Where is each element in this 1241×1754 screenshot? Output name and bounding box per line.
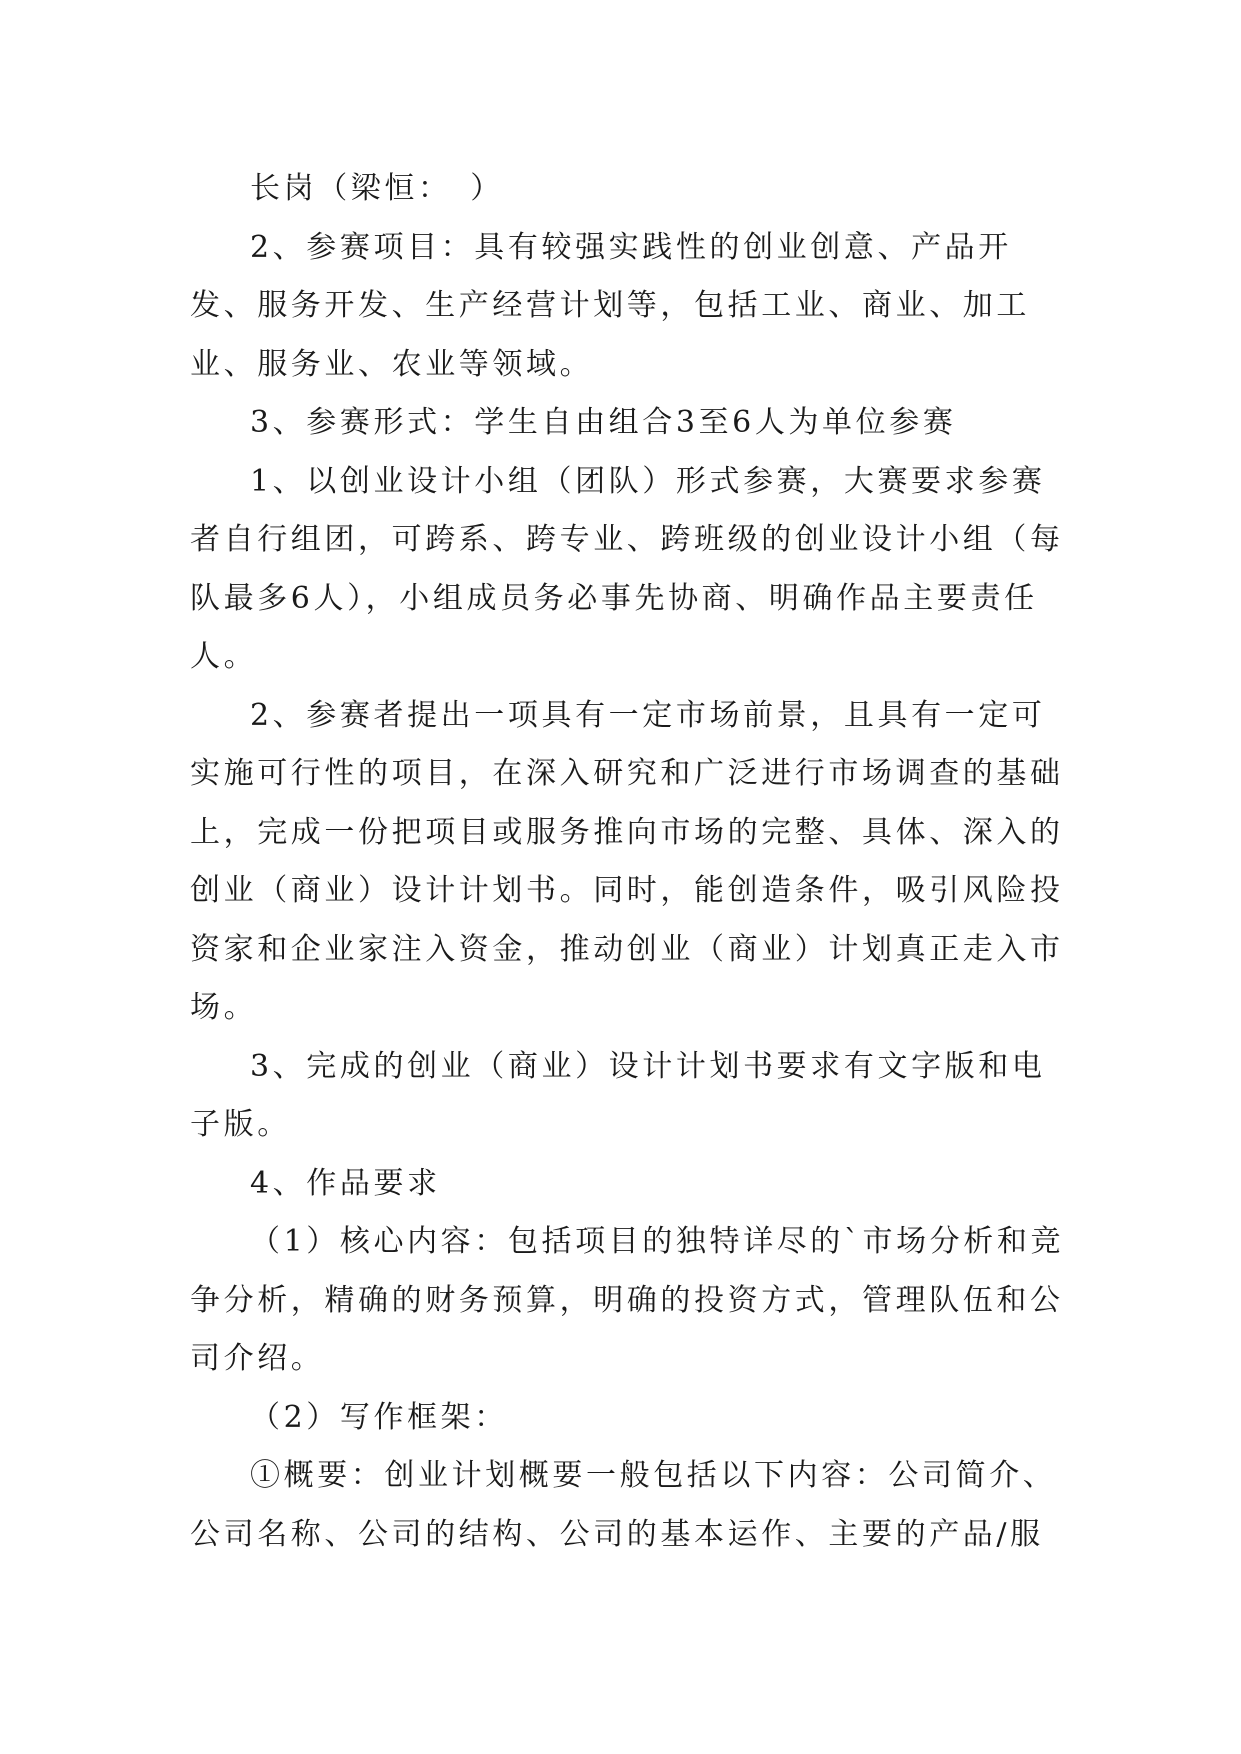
paragraph-7: 4、作品要求 — [250, 1165, 441, 1201]
paragraph-2: 2、参赛项目：具有较强实践性的创业创意、产品开发、服务开发、生产经营计划等，包括工业、商业、加工业、服务业、农业等领域。 — [190, 229, 1030, 382]
paragraph-4: 1、以创业设计小组（团队）形式参赛，大赛要求参赛者自行组团，可跨系、跨专业、跨班级的创业设计小组（每队最多6人），小组成员务必事先协商、明确作品主要责任人。 — [190, 463, 1064, 674]
paragraph-10: ①概要：创业计划概要一般包括以下内容：公司简介、公司名称、公司的结构、公司的基本运作、主要的产品/服 — [190, 1458, 1057, 1552]
paragraph-8: （1）核心内容：包括项目的独特详尽的`市场分析和竞争分析，精确的财务预算，明确的投资方式，管理队伍和公司介绍。 — [190, 1224, 1065, 1376]
paragraph-1: 长岗（梁恒： ） — [250, 171, 504, 206]
paragraph-6: 3、完成的创业（商业）设计计划书要求有文字版和电子版。 — [190, 1048, 1046, 1142]
paragraph-3: 3、参赛形式：学生自由组合3至6人为单位参赛 — [250, 405, 957, 440]
paragraph-5: 2、参赛者提出一项具有一定市场前景，且具有一定可实施可行性的项目，在深入研究和广泛进行市场调查的基础上，完成一份把项目或服务推向市场的完整、具体、深入的创业（商业）设计计划书。同时，能创造条件，吸引风险投资家和企业家注入资金，推动创业（商业）计划真正走入市场。 — [190, 697, 1064, 1025]
paragraph-9: （2）写作框架： — [250, 1399, 508, 1435]
document-body — [190, 160, 1070, 1564]
